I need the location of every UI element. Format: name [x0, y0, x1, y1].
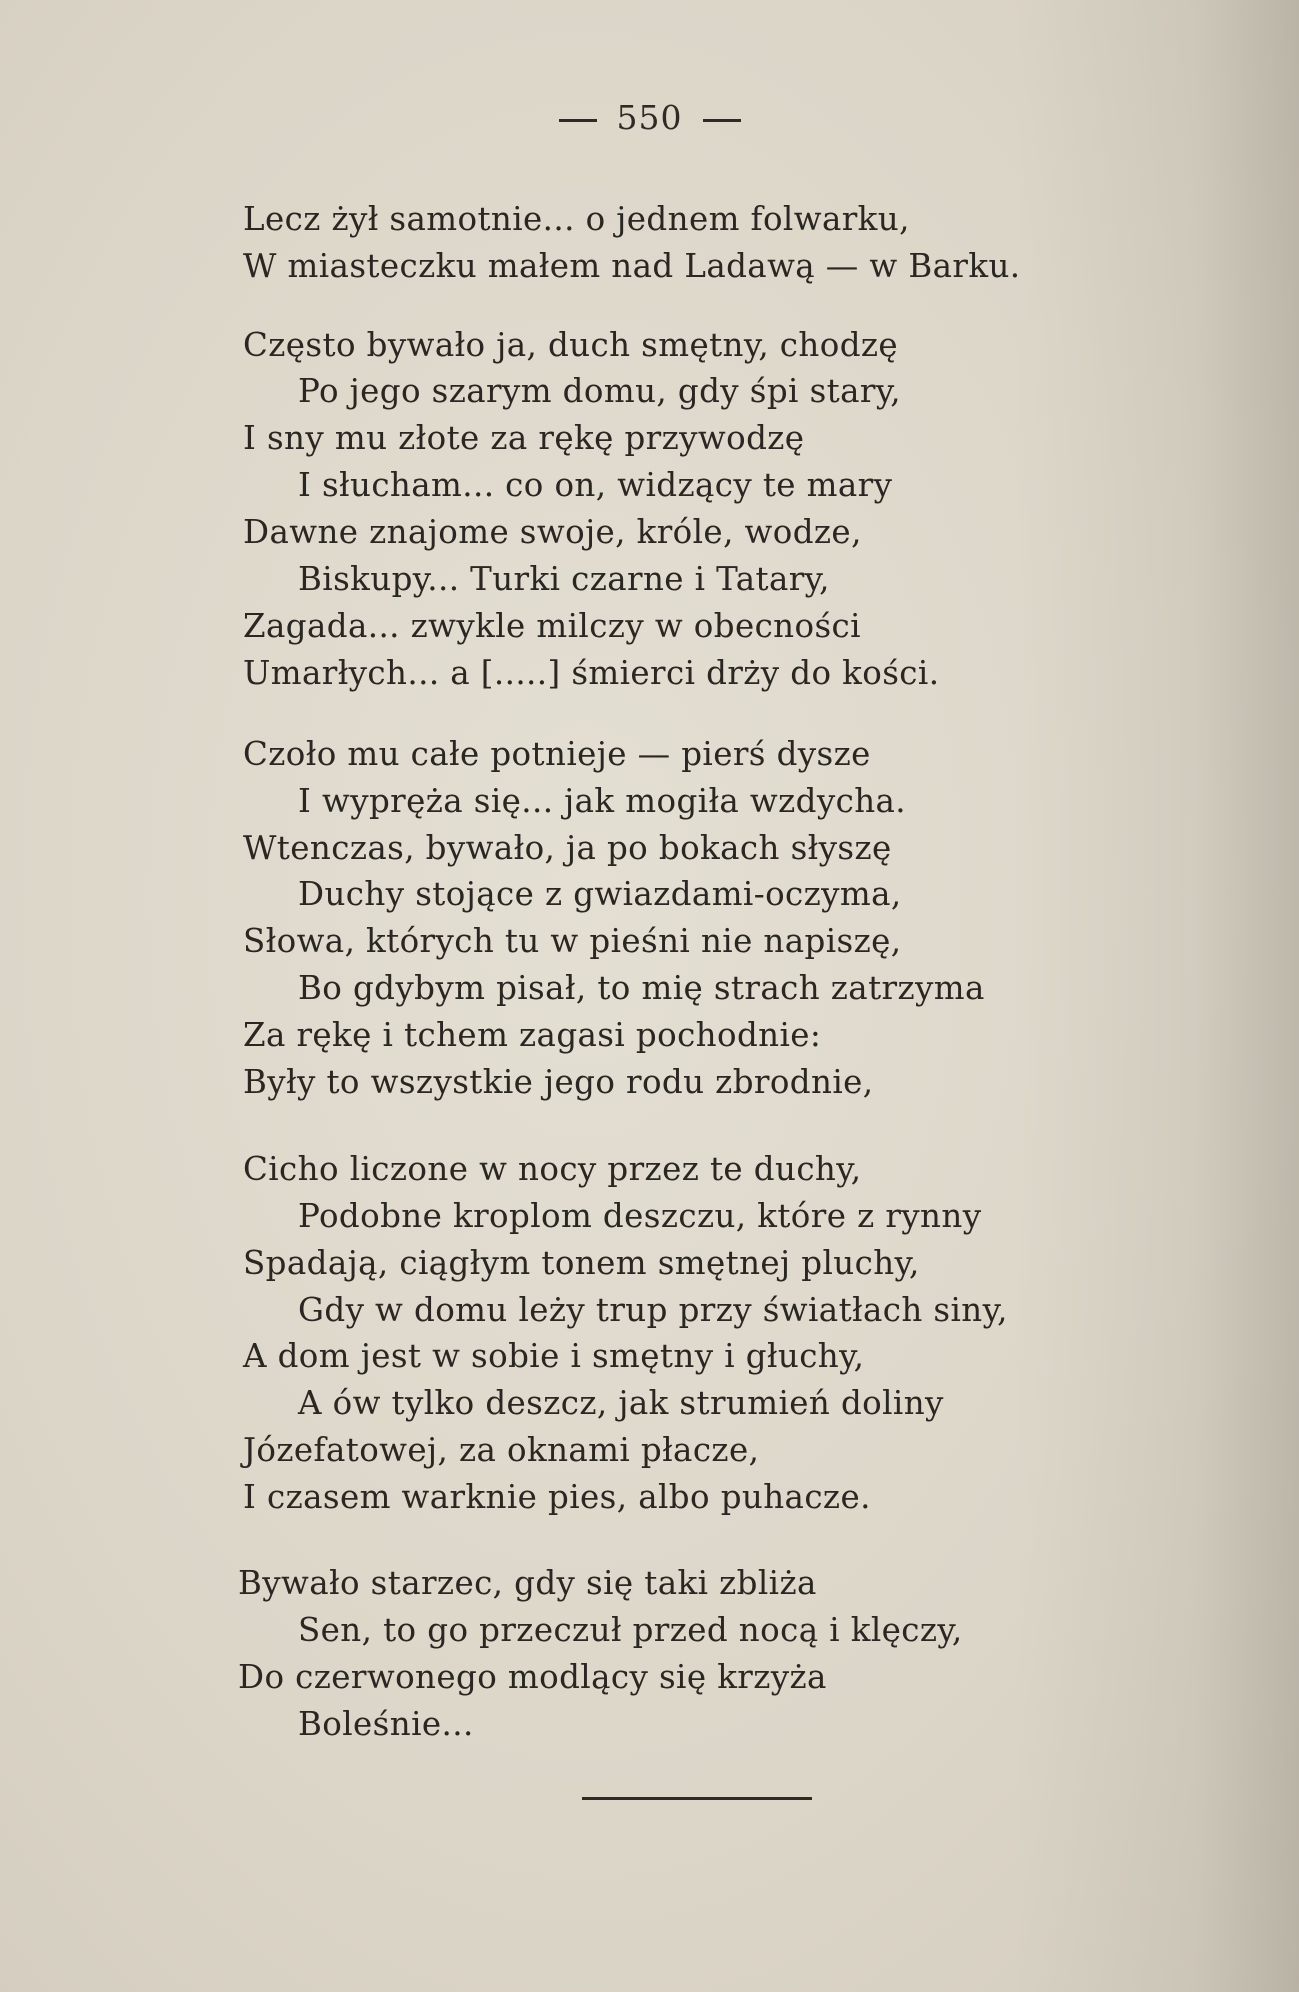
poem-line: Biskupy... Turki czarne i Tatary,	[298, 560, 830, 598]
page-number: 550	[616, 98, 683, 137]
poem-line: Cicho liczone w nocy przez te duchy,	[243, 1150, 862, 1188]
poem-line: Spadają, ciągłym tonem smętnej pluchy,	[243, 1244, 920, 1282]
poem-line: Józefatowej, za oknami płacze,	[243, 1431, 760, 1469]
poem-line: A dom jest w sobie i smętny i głuchy,	[243, 1337, 865, 1375]
poem-line: I sny mu złote za rękę przywodzę	[243, 419, 805, 457]
poem-line: Po jego szarym domu, gdy śpi stary,	[298, 372, 901, 410]
poem-line: Czoło mu całe potnieje — pierś dysze	[243, 735, 871, 773]
poem-line: I wypręża się... jak mogiła wzdycha.	[298, 782, 907, 820]
poem-line: Były to wszystkie jego rodu zbrodnie,	[243, 1063, 874, 1101]
poem-line: Bywało starzec, gdy się taki zbliża	[238, 1564, 817, 1602]
poem-line: Podobne kroplom deszczu, które z rynny	[298, 1197, 982, 1235]
poem-line: I słucham... co on, widzący te mary	[298, 466, 893, 504]
end-rule	[582, 1797, 812, 1800]
right-dash	[703, 119, 741, 122]
poem-line: A ów tylko deszcz, jak strumień doliny	[298, 1384, 944, 1422]
poem-line: Za rękę i tchem zagasi pochodnie:	[243, 1016, 822, 1054]
poem-line: Dawne znajome swoje, króle, wodze,	[243, 513, 862, 551]
poem-line: Boleśnie...	[298, 1705, 474, 1743]
poem-line: Wtenczas, bywało, ja po bokach słyszę	[243, 829, 892, 867]
left-dash	[559, 119, 597, 122]
poem-line: Gdy w domu leży trup przy światłach siny,	[298, 1291, 1008, 1329]
poem-line: Lecz żył samotnie... o jednem folwarku,	[243, 200, 910, 238]
poem-line: Sen, to go przeczuł przed nocą i klęczy,	[298, 1611, 963, 1649]
page-number-header	[0, 98, 1299, 137]
poem-line: Zagada... zwykle milczy w obecności	[243, 607, 861, 645]
poem-line: Do czerwonego modlący się krzyża	[238, 1658, 827, 1696]
poem-line: Umarłych... a [.....] śmierci drży do kości.	[243, 654, 940, 692]
poem-line: Często bywało ja, duch smętny, chodzę	[243, 326, 899, 364]
poem-line: I czasem warknie pies, albo puhacze.	[243, 1478, 871, 1516]
poem-line: Słowa, których tu w pieśni nie napiszę,	[243, 922, 902, 960]
poem-line: Bo gdybym pisał, to mię strach zatrzyma	[298, 969, 985, 1007]
poem-line: W miasteczku małem nad Ladawą — w Barku.	[243, 247, 1021, 285]
poem-line: Duchy stojące z gwiazdami-oczyma,	[298, 875, 902, 913]
